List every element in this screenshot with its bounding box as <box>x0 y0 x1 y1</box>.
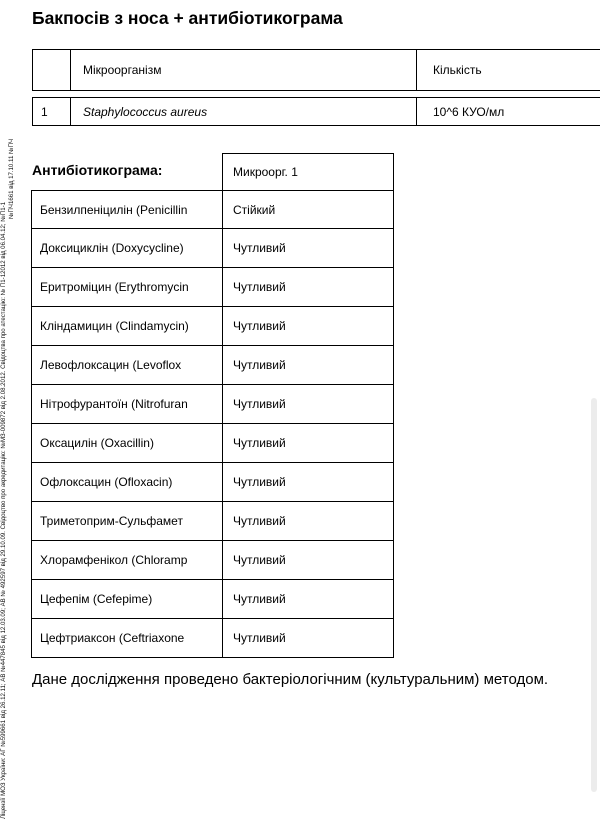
susceptibility-result: Чутливий <box>233 592 286 606</box>
antibiogram-column-header: Микроорг. 1 <box>222 153 394 191</box>
table-row <box>31 619 394 658</box>
antibiotic-name: Нітрофурантоїн (Nitrofuran <box>32 385 223 423</box>
license-line-2: №ПЧ1661 від 17.10.11 №ПЧ <box>7 138 15 219</box>
susceptibility-result: Чутливий <box>233 319 286 333</box>
table-row <box>32 97 600 126</box>
antibiotic-name: Офлоксацин (Ofloxacin) <box>32 463 223 501</box>
method-note: Дане дослідження проведено бактеріологічним (культуральним) методом. <box>32 671 549 688</box>
amount-header: Кількість <box>416 50 600 90</box>
antibiotic-name: Оксацилін (Oxacillin) <box>32 424 223 462</box>
antibiotic-name: Еритроміцин (Erythromycin <box>32 268 223 306</box>
page-title: Бакпосів з носа + антибіотикограма <box>32 8 343 28</box>
antibiotic-name: Цефтриаксон (Ceftriaxone <box>32 619 223 657</box>
antibiotic-name: Хлорамфенікол (Chloramp <box>32 541 223 579</box>
antibiotic-name: Триметоприм-Сульфамет <box>32 502 223 540</box>
scrollbar[interactable] <box>591 398 597 792</box>
susceptibility-result: Чутливий <box>233 397 286 411</box>
susceptibility-result: Чутливий <box>233 475 286 489</box>
antibiotic-name: Цефепім (Cefepime) <box>32 580 223 618</box>
number-header-cell <box>32 50 70 90</box>
license-side-text <box>0 0 18 819</box>
table-row <box>31 268 394 307</box>
susceptibility-result: Чутливий <box>233 436 286 450</box>
table-row <box>31 346 394 385</box>
microorganism-name: Staphylococcus aureus <box>70 98 416 125</box>
table-row <box>31 229 394 268</box>
antibiotic-name: Кліндамицин (Clindamycin) <box>32 307 223 345</box>
antibiotic-name: Бензилпеніцилін (Penicillin <box>32 191 223 228</box>
license-line-1: Ліцензії МОЗ України: АГ №599661 від 26.12.11; АВ №447845 від 12.03.09; АВ № 492597 від 29.10.09. Свідоцтво про акредитацію: №МЗ-009872 від 2.08.2012. Свідоцтва про атестацію: № П1-12012 від 06.04.12; №П1-1 <box>0 201 7 819</box>
antibiogram-title: Антибіотикограма: <box>32 162 163 178</box>
table-row <box>31 190 394 229</box>
table-row <box>31 385 394 424</box>
antibiogram-rows <box>31 190 394 658</box>
antibiotic-name: Доксициклін (Doxycycline) <box>32 229 223 267</box>
microorganism-amount: 10^6 КУО/мл <box>416 98 600 125</box>
row-number: 1 <box>32 98 70 125</box>
susceptibility-result: Чутливий <box>233 553 286 567</box>
table-row <box>31 424 394 463</box>
microorganism-table-header <box>32 49 600 91</box>
table-row <box>31 580 394 619</box>
susceptibility-result: Чутливий <box>233 631 286 645</box>
susceptibility-result: Чутливий <box>233 514 286 528</box>
table-row <box>31 502 394 541</box>
susceptibility-result: Чутливий <box>233 280 286 294</box>
susceptibility-result: Чутливий <box>233 358 286 372</box>
table-row <box>31 307 394 346</box>
table-row <box>31 541 394 580</box>
antibiotic-name: Левофлоксацин (Levoflox <box>32 346 223 384</box>
susceptibility-result: Чутливий <box>233 241 286 255</box>
susceptibility-result: Стійкий <box>233 202 276 217</box>
table-row <box>31 463 394 502</box>
microorganism-header: Мікроорганізм <box>70 50 416 90</box>
